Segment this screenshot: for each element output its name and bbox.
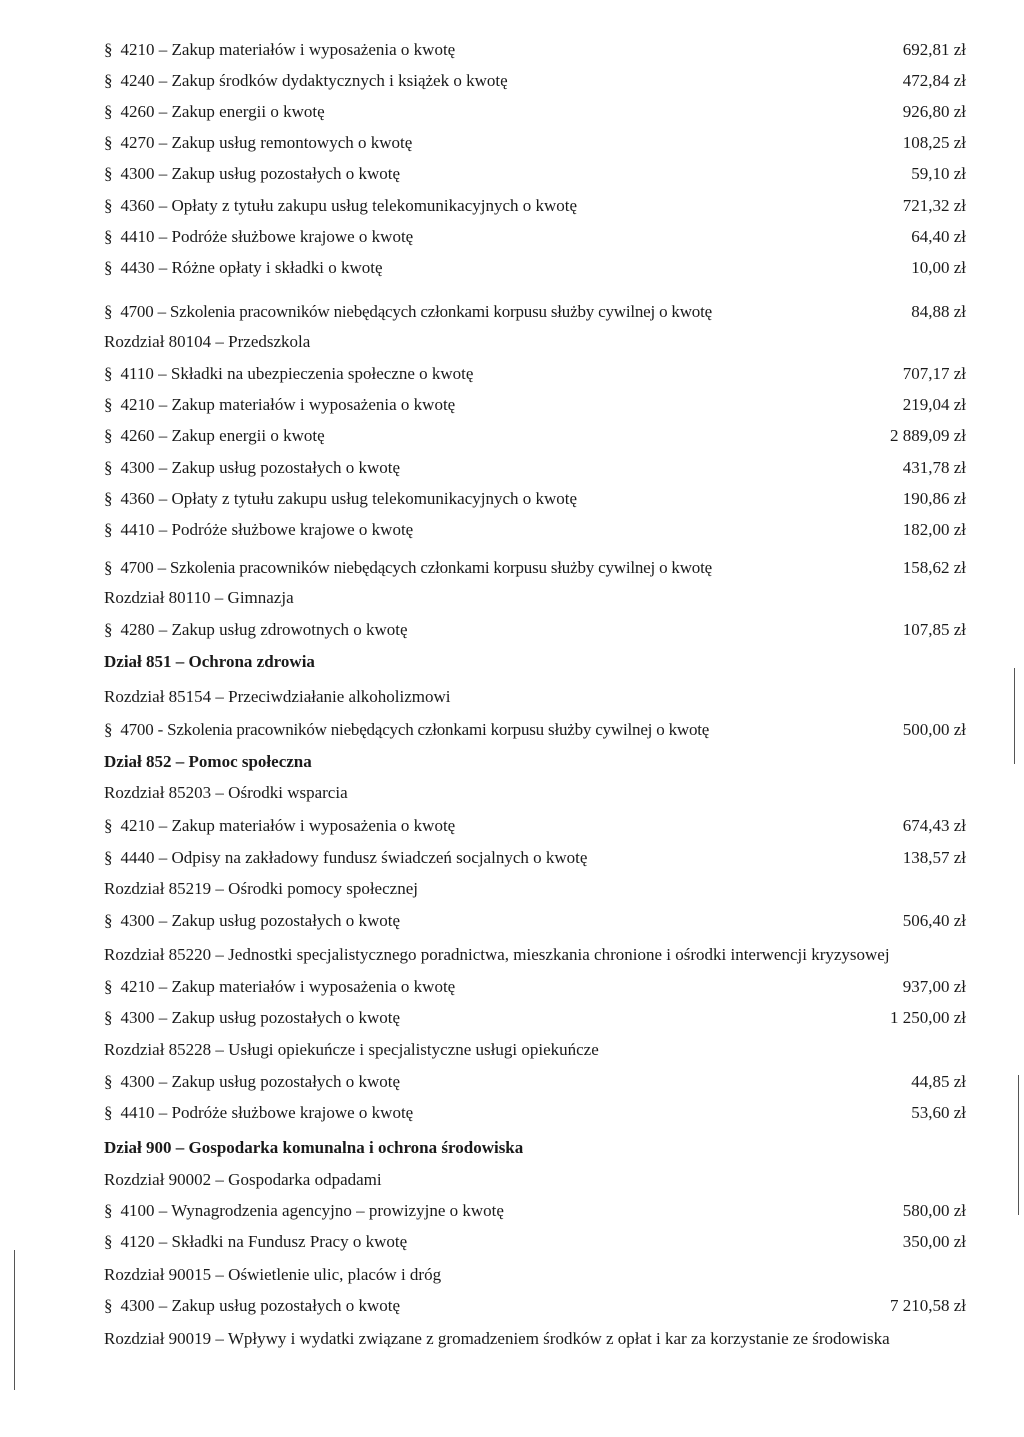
item-amount: 84,88 zł [911,302,966,321]
item-amount: 7 210,58 zł [889,1296,966,1315]
rozdzial-heading [0,781,1024,805]
heading-label: Dział 852 – Pomoc społeczna [104,752,312,771]
section-symbol: § [104,720,113,739]
heading-label: Rozdział 85154 – Przeciwdziałanie alkoholizmowi [104,687,451,706]
section-symbol: § [104,71,113,90]
rozdzial-heading [0,1263,1024,1287]
item-label: 4100 – Wynagrodzenia agencyjno – prowizyjne o kwotę [120,1201,504,1220]
item-label: 4360 – Opłaty z tytułu zakupu usług telekomunikacyjnych o kwotę [120,196,578,215]
budget-line-item [0,424,1024,448]
item-amount: 219,04 zł [902,395,966,414]
section-symbol: § [104,489,113,508]
item-amount: 44,85 zł [911,1072,966,1091]
rozdzial-heading [0,1168,1024,1192]
item-amount: 721,32 zł [902,196,966,215]
section-symbol: § [104,302,113,321]
budget-line-item [0,846,1024,870]
item-label: 4270 – Zakup usług remontowych o kwotę [120,133,413,152]
section-symbol: § [104,426,113,445]
section-symbol: § [104,258,113,277]
budget-line-item [0,362,1024,386]
item-label: 4300 – Zakup usług pozostałych o kwotę [120,1008,401,1027]
item-amount: 138,57 zł [902,848,966,867]
heading-label: Rozdział 80110 – Gimnazja [104,588,294,607]
section-symbol: § [104,558,113,577]
item-amount: 674,43 zł [902,816,966,835]
budget-line-item [0,225,1024,249]
item-label: 4360 – Opłaty z tytułu zakupu usług telekomunikacyjnych o kwotę [120,489,578,508]
item-label: 4440 – Odpisy na zakładowy fundusz świadczeń socjalnych o kwotę [120,848,588,867]
item-label: 4700 – Szkolenia pracowników niebędących członkami korpusu służby cywilnej o kwotę [120,302,712,321]
item-amount: 350,00 zł [902,1232,966,1251]
item-label: 4300 – Zakup usług pozostałych o kwotę [120,911,401,930]
item-amount: 937,00 zł [902,977,966,996]
item-amount: 10,00 zł [911,258,966,277]
section-symbol: § [104,133,113,152]
budget-line-item [0,256,1024,280]
section-symbol: § [104,816,113,835]
item-amount: 707,17 zł [902,364,966,383]
rozdzial-heading [0,685,1024,709]
budget-line-item [0,1101,1024,1125]
rozdzial-heading [0,1327,1024,1351]
section-symbol: § [104,458,113,477]
item-amount: 107,85 zł [902,620,966,639]
section-symbol: § [104,848,113,867]
section-symbol: § [104,1072,113,1091]
item-label: 4430 – Różne opłaty i składki o kwotę [120,258,383,277]
section-symbol: § [104,395,113,414]
item-amount: 926,80 zł [902,102,966,121]
rozdzial-heading [0,877,1024,901]
heading-label: Rozdział 85228 – Usługi opiekuńcze i specjalistyczne usługi opiekuńcze [104,1040,599,1059]
dzial-heading [0,1136,1024,1160]
rozdzial-heading [0,1038,1024,1062]
budget-line-item [0,909,1024,933]
item-amount: 59,10 zł [911,164,966,183]
item-label: 4260 – Zakup energii o kwotę [120,102,325,121]
heading-label: Rozdział 85203 – Ośrodki wsparcia [104,783,348,802]
budget-line-item [0,1230,1024,1254]
budget-line-item [0,456,1024,480]
budget-line-item [0,975,1024,999]
item-label: 4300 – Zakup usług pozostałych o kwotę [120,164,401,183]
item-amount: 108,25 zł [902,133,966,152]
budget-line-item [0,131,1024,155]
budget-line-item [0,162,1024,186]
item-amount: 500,00 zł [902,720,966,739]
heading-label: Rozdział 85220 – Jednostki specjalistycznego poradnictwa, mieszkania chronione i ośrodki interwencji kryzysowej [104,945,890,964]
item-amount: 1 250,00 zł [889,1008,966,1027]
section-symbol: § [104,102,113,121]
item-label: 4240 – Zakup środków dydaktycznych i książek o kwotę [120,71,508,90]
heading-label: Rozdział 90019 – Wpływy i wydatki związane z gromadzeniem środków z opłat i kar za korzystanie ze środowiska [104,1329,890,1348]
item-label: 4260 – Zakup energii o kwotę [120,426,325,445]
budget-line-item [0,814,1024,838]
section-symbol: § [104,40,113,59]
section-symbol: § [104,164,113,183]
item-label: 4410 – Podróże służbowe krajowe o kwotę [120,1103,414,1122]
item-label: 4300 – Zakup usług pozostałych o kwotę [120,458,401,477]
heading-label: Dział 900 – Gospodarka komunalna i ochrona środowiska [104,1138,524,1157]
budget-line-item [0,487,1024,511]
budget-line-item [0,393,1024,417]
item-amount: 692,81 zł [902,40,966,59]
heading-label: Rozdział 90015 – Oświetlenie ulic, placów i dróg [104,1265,442,1284]
section-symbol: § [104,520,113,539]
heading-label: Dział 851 – Ochrona zdrowia [104,652,315,671]
item-amount: 580,00 zł [902,1201,966,1220]
budget-line-item [0,38,1024,62]
section-symbol: § [104,227,113,246]
item-label: 4700 - Szkolenia pracowników niebędących członkami korpusu służby cywilnej o kwotę [120,720,710,739]
section-symbol: § [104,364,113,383]
section-symbol: § [104,620,113,639]
section-symbol: § [104,1201,113,1220]
item-amount: 53,60 zł [911,1103,966,1122]
item-amount: 64,40 zł [911,227,966,246]
item-label: 4120 – Składki na Fundusz Pracy o kwotę [120,1232,408,1251]
item-amount: 472,84 zł [902,71,966,90]
item-label: 4210 – Zakup materiałów i wyposażenia o kwotę [120,977,456,996]
section-symbol: § [104,1103,113,1122]
budget-line-item [0,618,1024,642]
item-amount: 182,00 zł [902,520,966,539]
item-amount: 190,86 zł [902,489,966,508]
budget-line-item [0,194,1024,218]
section-symbol: § [104,1008,113,1027]
item-label: 4210 – Zakup materiałów i wyposażenia o kwotę [120,816,456,835]
item-amount: 2 889,09 zł [889,426,966,445]
item-label: 4700 – Szkolenia pracowników niebędących członkami korpusu służby cywilnej o kwotę [120,558,712,577]
budget-line-item [0,69,1024,93]
rozdzial-heading [0,586,1024,610]
budget-line-item [0,1294,1024,1318]
heading-label: Rozdział 80104 – Przedszkola [104,332,311,351]
section-symbol: § [104,196,113,215]
section-symbol: § [104,911,113,930]
budget-line-item [0,556,1024,580]
item-label: 4300 – Zakup usług pozostałych o kwotę [120,1072,401,1091]
rozdzial-heading [0,330,1024,354]
budget-line-item [0,718,1024,742]
heading-label: Rozdział 85219 – Ośrodki pomocy społecznej [104,879,418,898]
section-symbol: § [104,977,113,996]
item-label: 4300 – Zakup usług pozostałych o kwotę [120,1296,401,1315]
item-label: 4410 – Podróże służbowe krajowe o kwotę [120,227,414,246]
dzial-heading [0,750,1024,774]
section-symbol: § [104,1296,113,1315]
budget-line-item [0,1199,1024,1223]
item-label: 4210 – Zakup materiałów i wyposażenia o kwotę [120,395,456,414]
budget-line-item [0,1006,1024,1030]
dzial-heading [0,650,1024,674]
item-label: 4410 – Podróże służbowe krajowe o kwotę [120,520,414,539]
budget-line-item [0,300,1024,324]
item-label: 4280 – Zakup usług zdrowotnych o kwotę [120,620,408,639]
item-label: 4110 – Składki na ubezpieczenia społeczne o kwotę [120,364,474,383]
item-amount: 506,40 zł [902,911,966,930]
budget-line-item [0,100,1024,124]
heading-label: Rozdział 90002 – Gospodarka odpadami [104,1170,382,1189]
item-amount: 158,62 zł [902,558,966,577]
item-amount: 431,78 zł [902,458,966,477]
budget-line-item [0,518,1024,542]
item-label: 4210 – Zakup materiałów i wyposażenia o kwotę [120,40,456,59]
section-symbol: § [104,1232,113,1251]
rozdzial-heading [0,943,1024,967]
budget-line-item [0,1070,1024,1094]
